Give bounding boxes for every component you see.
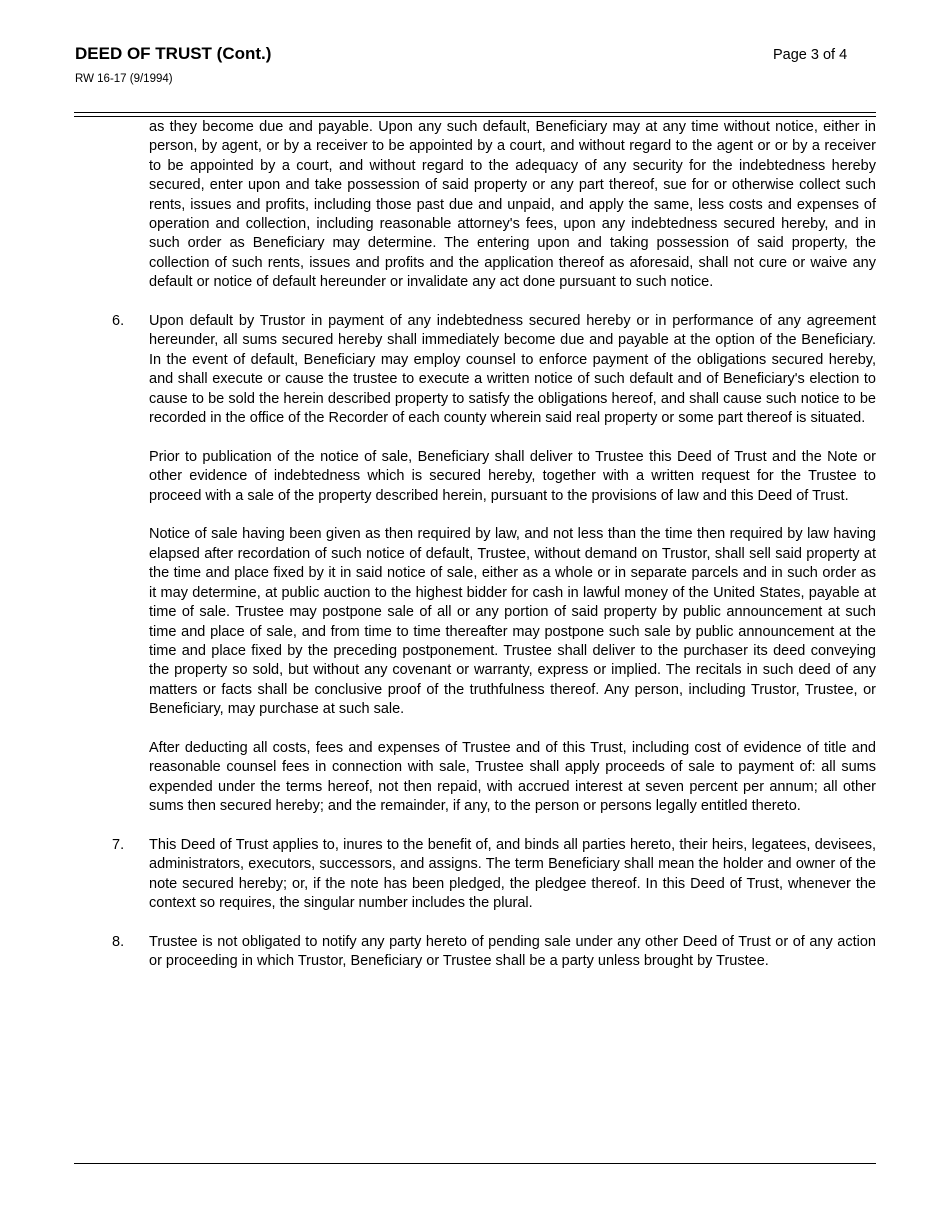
paragraph: Upon default by Trustor in payment of any indebtedness secured hereby or in performance of any agreement hereunder, all sums secured hereby shall immediately become due and payable at the option of the Beneficiary. In the event of default, Beneficiary may employ counsel to enforce payment of the obligations secured hereby, and shall execute or cause the trustee to execute a written notice of such default and of Beneficiary's election to cause to be sold the herein described property to satisfy the obligations hereof, and shall cause such notice to be recorded in the office of the Recorder of each county wherein said real property or some part thereof is situated. (149, 313, 876, 427)
paragraph: Prior to publication of the notice of sale, Beneficiary shall deliver to Trustee this Deed of Trust and the Note or other evidence of indebtedness which is secured hereby, together with a written request for the Trustee to proceed with a sale of the property described herein, pursuant to the provisions of law and this Deed of Trust. (149, 448, 876, 504)
section-number (112, 118, 149, 293)
header-divider-bottom (74, 116, 876, 117)
section-number: 7. (112, 836, 125, 853)
form-number: RW 16-17 (9/1994) (75, 73, 173, 85)
paragraph: Notice of sale having been given as then required by law, and not less than the time then required by law having elapsed after recordation of such notice of default, Trustee, without demand on Trustor, shall sell said property at the time and place fixed by it in said notice of sale, either as a whole or in separate parcels and in such order as it may determine, at public auction to the highest bidder for cash in lawful money of the United States, payable at time of sale. Trustee may postpone sale of all or any portion of said property by public announcement at such time and place of sale, and from time to time thereafter may postpone such sale by public announcement at the time and place fixed by the preceding postponement. Trustee shall deliver to the purchaser its deed conveying the property so sold, but without any covenant or warranty, express or implied. The recitals in such deed of any matters or facts shall be conclusive proof of the truthfulness thereof. Any person, including Trustor, Trustee, or Beneficiary, may purchase at such sale. (149, 526, 876, 718)
page-number: Page 3 of 4 (773, 47, 848, 63)
section-7 (112, 836, 876, 914)
header-divider-top (74, 112, 876, 113)
section-5-continued (112, 118, 876, 293)
paragraph: This Deed of Trust applies to, inures to the benefit of, and binds all parties hereto, their heirs, legatees, devisees, administrators, executors, successors, and assigns. The term Beneficiary shall mean the holder and owner of the note secured hereby; or, if the note has been pledged, the pledgee thereof. In this Deed of Trust, whenever the context so requires, the singular number includes the plural. (149, 836, 876, 912)
paragraph: as they become due and payable. Upon any such default, Beneficiary may at any time without notice, either in person, by agent, or by a receiver to be appointed by a court, and without regard to the agent or or by a receiver to be appointed by a court, and without regard to the adequacy of any security for the indebtedness hereby secured, enter upon and take possession of said property or any part thereof, sue for or otherwise collect such rents, issues and profits, including those past due and unpaid, and apply the same, less costs and expenses of operation and collection, including reasonable attorney's fees, upon any indebtedness secured hereby, and in such order as Beneficiary may determine. The entering upon and taking possession of said property, the collection of such rents, issues and profits and the application thereof as aforesaid, shall not cure or waive any default or notice of default hereunder or invalidate any act done pursuant to such notice. (149, 119, 876, 291)
section-number: 8. (112, 933, 125, 950)
section-6 (112, 312, 876, 817)
document-title: DEED OF TRUST (Cont.) (75, 44, 272, 63)
paragraph: Trustee is not obligated to notify any party hereto of pending sale under any other Deed of Trust or of any action or proceeding in which Trustor, Beneficiary or Trustee shall be a party unless brought by Trustee. (149, 933, 876, 970)
document-body (112, 118, 876, 991)
section-number: 6. (112, 313, 125, 330)
paragraph: After deducting all costs, fees and expenses of Trustee and of this Trust, including cost of evidence of title and reasonable counsel fees in connection with sale, Trustee shall apply proceeds of sale to payment of: all sums expended under the terms hereof, not then repaid, with accrued interest at seven percent per annum; all other sums then secured hereby; and the remainder, if any, to the person or persons legally entitled thereto. (149, 739, 876, 815)
footer-divider (74, 1163, 876, 1164)
section-8 (112, 933, 876, 972)
